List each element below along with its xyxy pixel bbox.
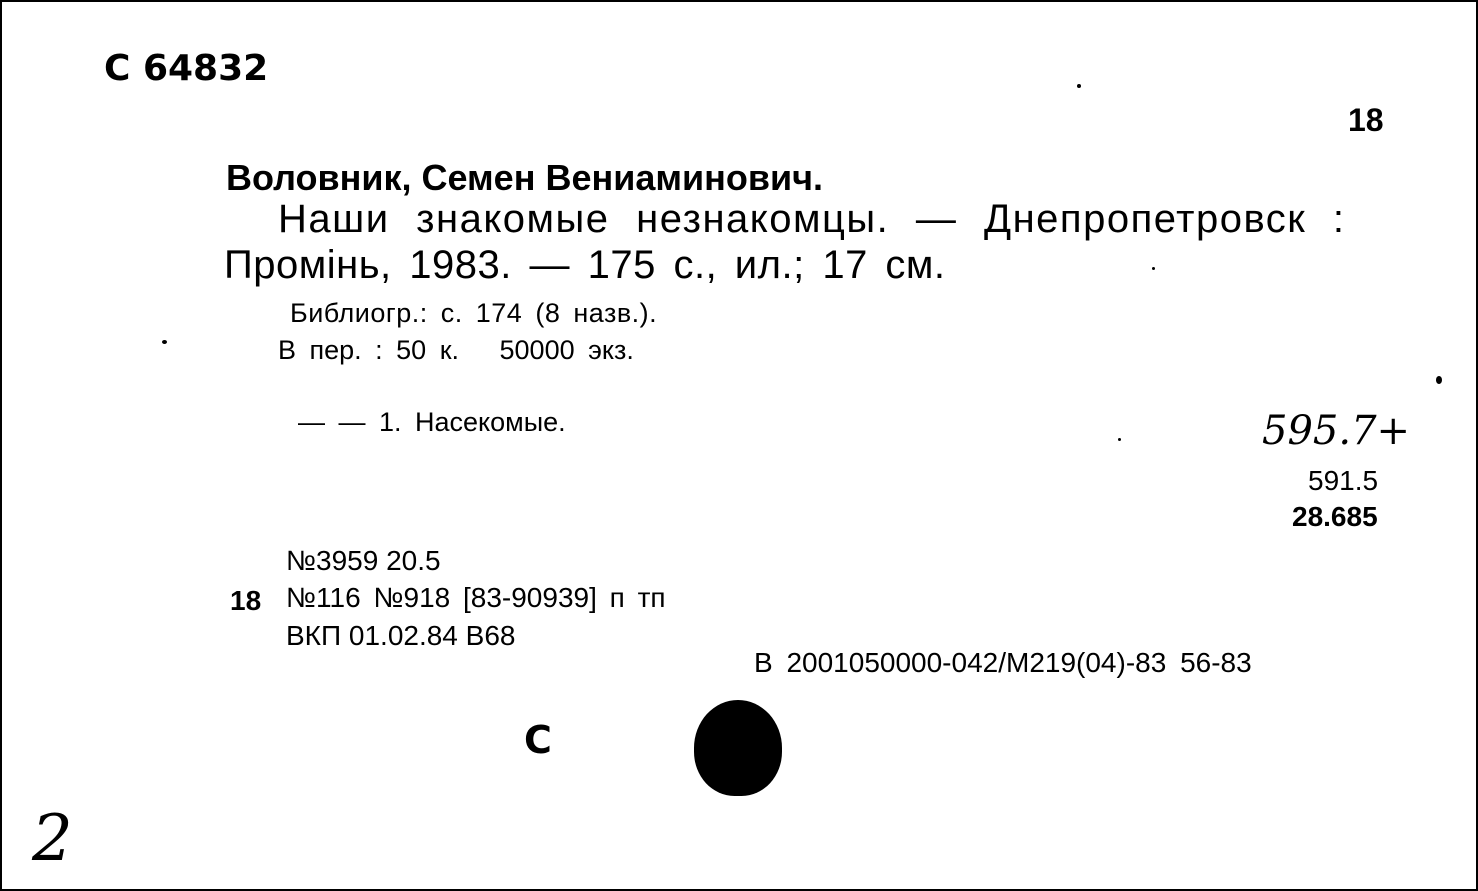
- isbn-line: В 2001050000-042/М219(04)-83 56-83: [754, 647, 1252, 678]
- handwritten-corner-mark: 2: [32, 802, 73, 876]
- classification-index-1: 591.5: [1308, 465, 1379, 496]
- price-and-print-run: В пер. : 50 к. 50000 экз.: [278, 335, 634, 365]
- page-number: 18: [1348, 102, 1384, 138]
- title-line-1: Наши знакомые незнакомцы. — Днепропетровск :: [278, 197, 1346, 241]
- title-line-2: Промінь, 1983. — 175 с., ил.; 17 см.: [224, 243, 946, 287]
- registration-line-2: №116 №918 [83-90939] п тп: [286, 582, 666, 613]
- speck: [162, 340, 167, 344]
- stamp-number: С 64832: [104, 48, 269, 89]
- handwritten-classification: 595.7+: [1262, 408, 1411, 454]
- classification-index-2: 28.685: [1292, 501, 1378, 532]
- bibliography-note: Библиогр.: с. 174 (8 назв.).: [290, 298, 658, 328]
- punch-hole: [694, 700, 782, 796]
- speck: [1152, 267, 1155, 270]
- subject-heading: — — 1. Насекомые.: [298, 407, 566, 437]
- registration-line-1: №3959 20.5: [286, 545, 441, 576]
- author-heading: Воловник, Семен Вениаминович.: [226, 157, 824, 198]
- speck: [1118, 438, 1121, 441]
- bottom-letter: С: [524, 718, 552, 762]
- registration-line-3: ВКП 01.02.84 В68: [286, 620, 516, 651]
- registration-prefix: 18: [230, 585, 262, 616]
- speck: [1436, 376, 1442, 384]
- speck: [1077, 84, 1081, 88]
